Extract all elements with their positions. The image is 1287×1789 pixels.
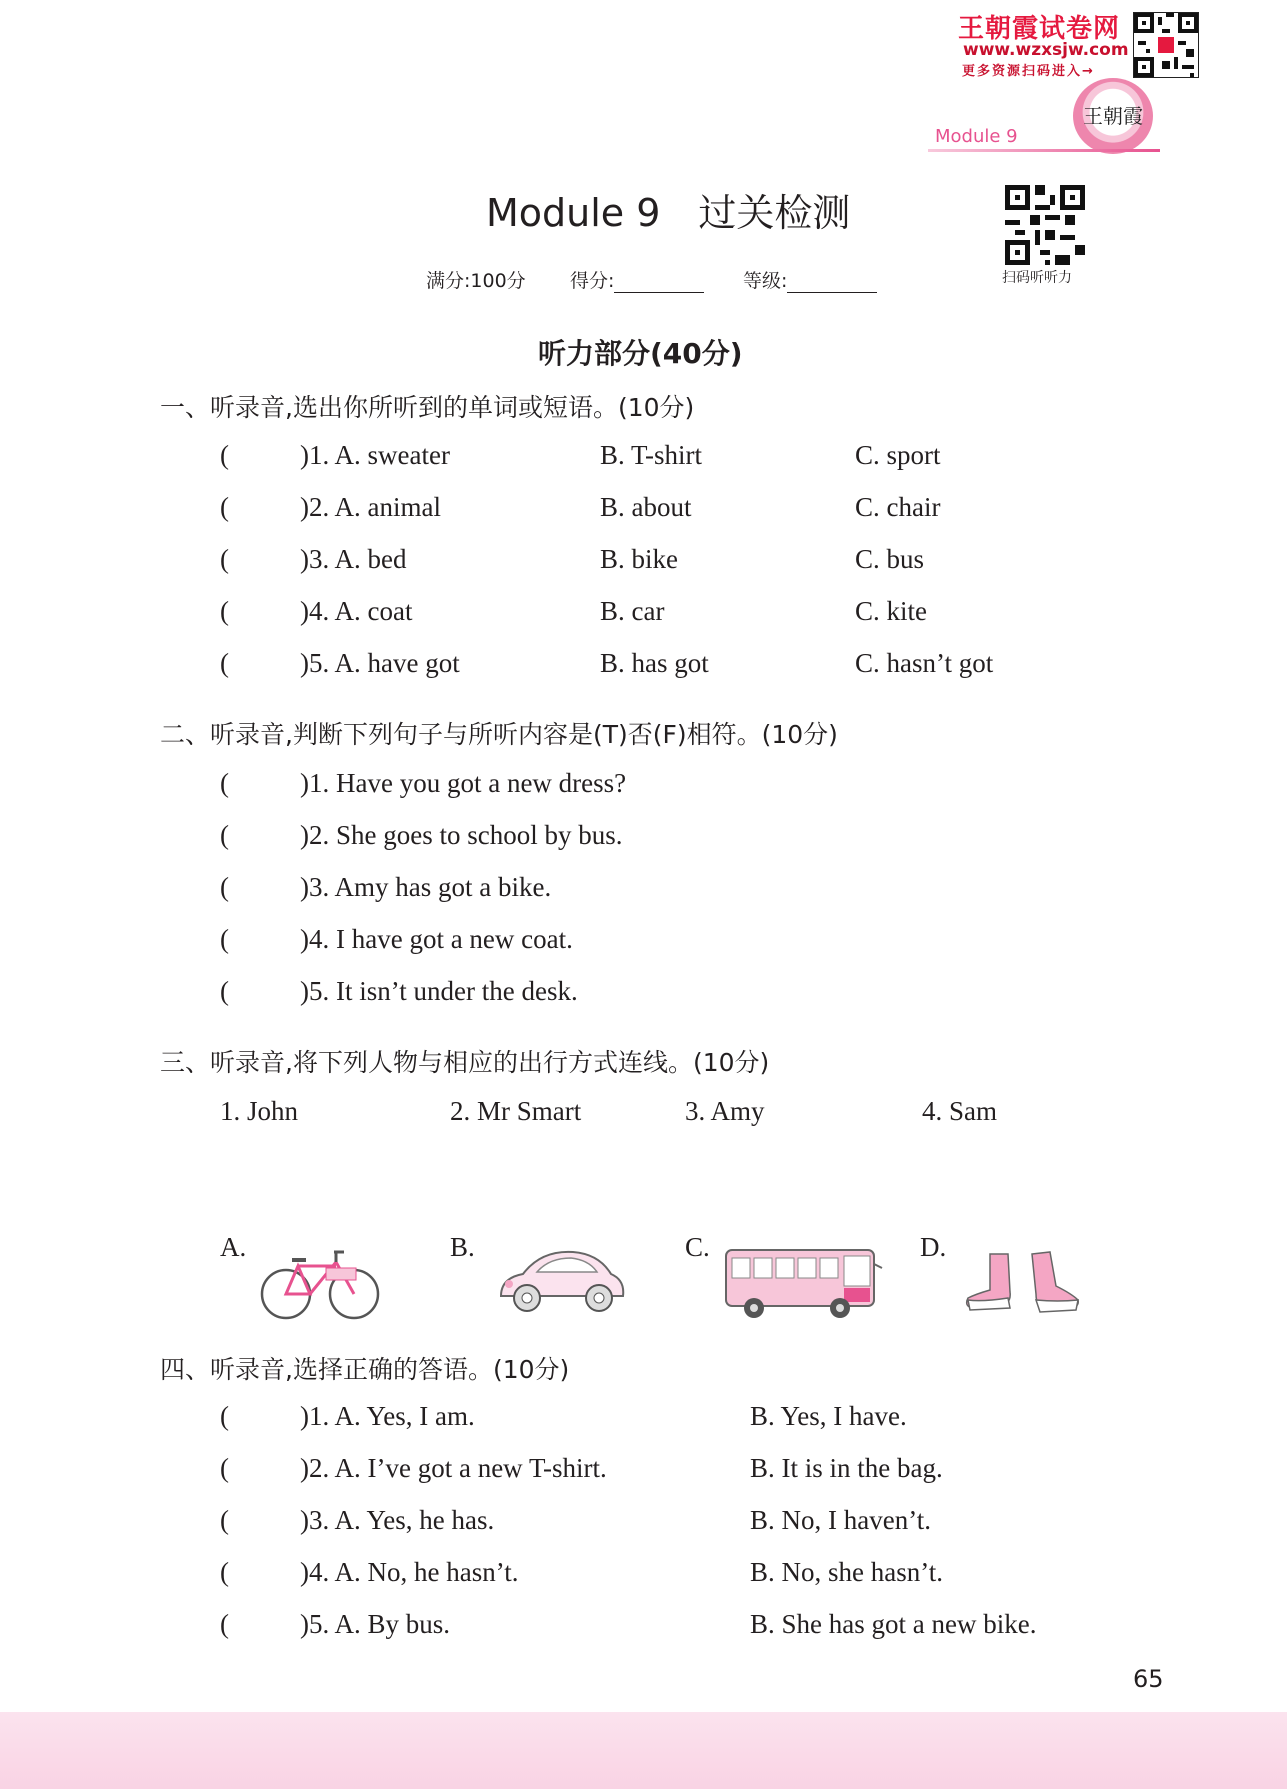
grade-field[interactable] xyxy=(743,266,877,293)
s1-item-c: C. chair xyxy=(855,492,941,522)
option-d-label: D. xyxy=(920,1232,947,1262)
answer-paren[interactable]: ( xyxy=(220,544,229,574)
module-tab-label: Module 9 xyxy=(935,126,1018,147)
grade-blank[interactable] xyxy=(787,272,877,293)
page-number: 65 xyxy=(1133,1665,1164,1693)
s2-item: )3. Amy has got a bike. xyxy=(300,872,552,902)
person-amy[interactable]: 3. Amy xyxy=(685,1096,765,1126)
bicycle-icon[interactable] xyxy=(258,1240,382,1326)
s1-item-b: B. T-shirt xyxy=(600,440,703,470)
answer-paren[interactable]: ( xyxy=(220,924,229,954)
walking-feet-icon[interactable] xyxy=(962,1250,1082,1320)
s1-item-b: B. car xyxy=(600,596,665,626)
brand-url[interactable]: www.wzxsjw.com xyxy=(963,40,1129,60)
car-icon[interactable] xyxy=(493,1240,629,1324)
answer-paren[interactable]: ( xyxy=(220,596,229,626)
s1-item-a: )4. A. coat xyxy=(300,596,413,626)
s4-item-b: B. She has got a new bike. xyxy=(750,1609,1037,1639)
page-title: Module 9 过关检测 xyxy=(486,191,851,235)
footer-band xyxy=(0,1712,1287,1789)
answer-paren[interactable]: ( xyxy=(220,492,229,522)
s1-item-a: )1. A. sweater xyxy=(300,440,450,470)
person-sam[interactable]: 4. Sam xyxy=(922,1096,998,1126)
s1-item-c: C. bus xyxy=(855,544,925,574)
s4-item-a: )5. A. By bus. xyxy=(300,1609,451,1639)
s1-item-c: C. sport xyxy=(855,440,941,470)
section3-heading: 三、听录音,将下列人物与相应的出行方式连线。(10分) xyxy=(160,1048,770,1077)
answer-paren[interactable]: ( xyxy=(220,820,229,850)
answer-paren[interactable]: ( xyxy=(220,1505,229,1535)
s4-item-a: )3. A. Yes, he has. xyxy=(300,1505,495,1535)
s2-item: )4. I have got a new coat. xyxy=(300,924,573,954)
section4-heading: 四、听录音,选择正确的答语。(10分) xyxy=(160,1355,570,1384)
answer-paren[interactable]: ( xyxy=(220,440,229,470)
module-tab-underline xyxy=(928,149,1160,152)
score-field[interactable] xyxy=(570,266,704,293)
option-b-label: B. xyxy=(450,1232,475,1262)
answer-paren[interactable]: ( xyxy=(220,1453,229,1483)
answer-paren[interactable]: ( xyxy=(220,872,229,902)
full-score: 满分:100分 xyxy=(426,270,526,292)
answer-paren[interactable]: ( xyxy=(220,1609,229,1639)
person-john[interactable]: 1. John xyxy=(220,1096,299,1126)
s2-item: )5. It isn’t under the desk. xyxy=(300,976,578,1006)
s1-item-b: B. bike xyxy=(600,544,678,574)
s1-item-b: B. has got xyxy=(600,648,709,678)
score-label: 得分: xyxy=(570,270,615,292)
brand-name: 王朝霞试卷网 xyxy=(958,14,1121,44)
scan-to-listen-label: 扫码听听力 xyxy=(1002,270,1072,286)
s1-item-c: C. kite xyxy=(855,596,927,626)
s1-item-a: )5. A. have got xyxy=(300,648,460,678)
answer-paren[interactable]: ( xyxy=(220,1401,229,1431)
grade-label: 等级: xyxy=(743,270,788,292)
answer-paren[interactable]: ( xyxy=(220,976,229,1006)
answer-paren[interactable]: ( xyxy=(220,648,229,678)
person-mr-smart[interactable]: 2. Mr Smart xyxy=(450,1096,582,1126)
option-c-label: C. xyxy=(685,1232,710,1262)
answer-paren[interactable]: ( xyxy=(220,1557,229,1587)
s4-item-b: B. No, I haven’t. xyxy=(750,1505,931,1535)
s4-item-a: )1. A. Yes, I am. xyxy=(300,1401,475,1431)
answer-paren[interactable]: ( xyxy=(220,768,229,798)
brand-seal-logo xyxy=(1073,78,1153,154)
section1-heading: 一、听录音,选出你所听到的单词或短语。(10分) xyxy=(160,393,695,422)
listening-qr-code-icon[interactable] xyxy=(1005,185,1085,265)
brand-seal-text: 王朝霞 xyxy=(1083,104,1143,128)
s1-item-a: )3. A. bed xyxy=(300,544,407,574)
s4-item-b: B. No, she hasn’t. xyxy=(750,1557,943,1587)
s2-item: )1. Have you got a new dress? xyxy=(300,768,627,798)
section2-heading: 二、听录音,判断下列句子与所听内容是(T)否(F)相符。(10分) xyxy=(160,720,838,749)
option-a-label: A. xyxy=(220,1232,247,1262)
s1-item-b: B. about xyxy=(600,492,692,522)
s1-item-a: )2. A. animal xyxy=(300,492,441,522)
brand-tagline: 更多资源扫码进入→ xyxy=(962,64,1095,79)
s4-item-b: B. Yes, I have. xyxy=(750,1401,907,1431)
part-title: 听力部分(40分) xyxy=(538,337,743,370)
s2-item: )2. She goes to school by bus. xyxy=(300,820,623,850)
bus-icon[interactable] xyxy=(722,1238,890,1326)
score-blank[interactable] xyxy=(614,272,704,293)
s1-item-c: C. hasn’t got xyxy=(855,648,994,678)
s4-item-a: )4. A. No, he hasn’t. xyxy=(300,1557,519,1587)
s4-item-a: )2. A. I’ve got a new T-shirt. xyxy=(300,1453,607,1483)
site-qr-code-icon[interactable] xyxy=(1133,12,1199,78)
s4-item-b: B. It is in the bag. xyxy=(750,1453,943,1483)
